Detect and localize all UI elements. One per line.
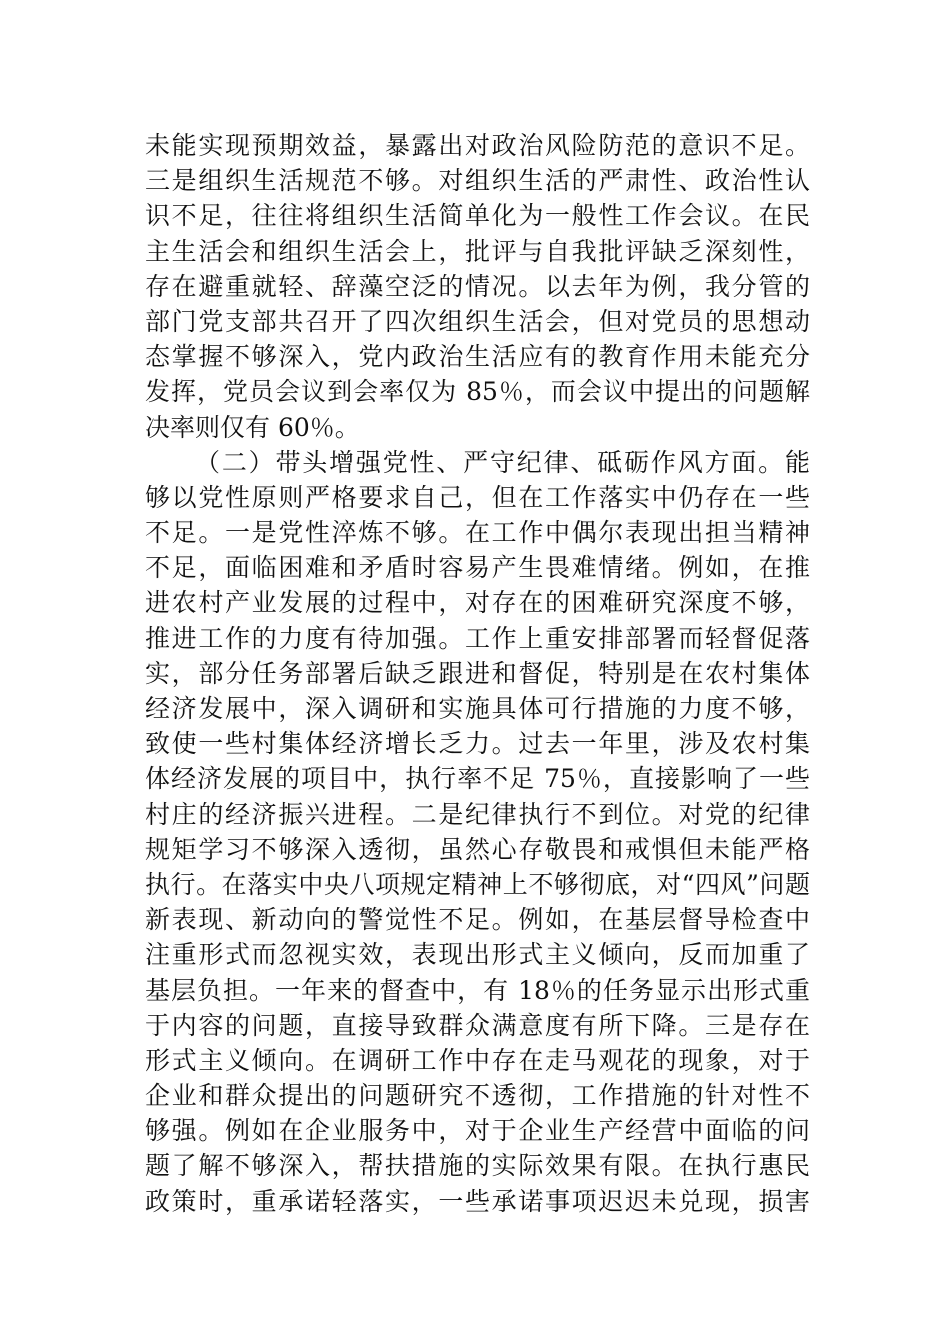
text-line: 够强。例如在企业服务中，对于企业生产经营中面临的问 [145, 1116, 810, 1146]
text-line: 主生活会和组织生活会上，批评与自我批评缺乏深刻性， [145, 236, 810, 266]
text-line: 不足，面临困难和矛盾时容易产生畏难情绪。例如，在推 [145, 553, 810, 583]
text-line: 形式主义倾向。在调研工作中存在走马观花的现象，对于 [145, 1045, 810, 1075]
text-line: 推进工作的力度有待加强。工作上重安排部署而轻督促落 [145, 623, 810, 653]
text-line: 规矩学习不够深入透彻，虽然心存敬畏和戒惧但未能严格 [145, 834, 810, 864]
text-line: 经济发展中，深入调研和实施具体可行措施的力度不够， [145, 694, 810, 723]
text-line: 识不足，往往将组织生活简单化为一般性工作会议。在民 [145, 201, 810, 231]
text-line: 实，部分任务部署后缺乏跟进和督促，特别是在农村集体 [145, 658, 810, 688]
section-heading-line: （二）带头增强党性、严守纪律、砥砺作风方面。能 [195, 447, 810, 477]
text-line: 够以党性原则严格要求自己，但在工作落实中仍存在一些 [145, 482, 810, 512]
text-line: 企业和群众提出的问题研究不透彻，工作措施的针对性不 [145, 1081, 810, 1111]
text-line: 态掌握不够深入，党内政治生活应有的教育作用未能充分 [145, 342, 810, 372]
text-line: 存在避重就轻、辞藻空泛的情况。以去年为例，我分管的 [145, 271, 810, 301]
text-line: 执行。在落实中央八项规定精神上不够彻底，对“四风”问题 [145, 869, 810, 899]
text-line: 体经济发展的项目中，执行率不足 75％，直接影响了一些 [145, 764, 810, 794]
text-line: 注重形式而忽视实效，表现出形式主义倾向，反而加重了 [145, 940, 810, 970]
text-line: 题了解不够深入，帮扶措施的实际效果有限。在执行惠民 [145, 1151, 810, 1181]
text-line: 不足。一是党性淬炼不够。在工作中偶尔表现出担当精神 [145, 518, 810, 548]
text-line: 发挥，党员会议到会率仅为 85％，而会议中提出的问题解 [145, 377, 810, 407]
text-line: 村庄的经济振兴进程。二是纪律执行不到位。对党的纪律 [145, 799, 810, 829]
text-line: 部门党支部共召开了四次组织生活会，但对党员的思想动 [145, 306, 810, 336]
paragraph-end-line: 决率则仅有 60％。 [145, 412, 360, 442]
text-line: 未能实现预期效益，暴露出对政治风险防范的意识不足。 [145, 131, 810, 160]
text-line: 基层负担。一年来的督查中，有 18％的任务显示出形式重 [145, 975, 810, 1005]
text-line: 于内容的问题，直接导致群众满意度有所下降。三是存在 [145, 1010, 810, 1040]
text-line: 政策时，重承诺轻落实，一些承诺事项迟迟未兑现，损害 [145, 1186, 810, 1216]
text-line: 三是组织生活规范不够。对组织生活的严肃性、政治性认 [145, 166, 810, 196]
text-line: 进农村产业发展的过程中，对存在的困难研究深度不够， [145, 588, 810, 618]
document-body [145, 128, 810, 1219]
text-line: 致使一些村集体经济增长乏力。过去一年里，涉及农村集 [145, 729, 810, 759]
text-line: 新表现、新动向的警觉性不足。例如，在基层督导检查中 [145, 905, 810, 935]
